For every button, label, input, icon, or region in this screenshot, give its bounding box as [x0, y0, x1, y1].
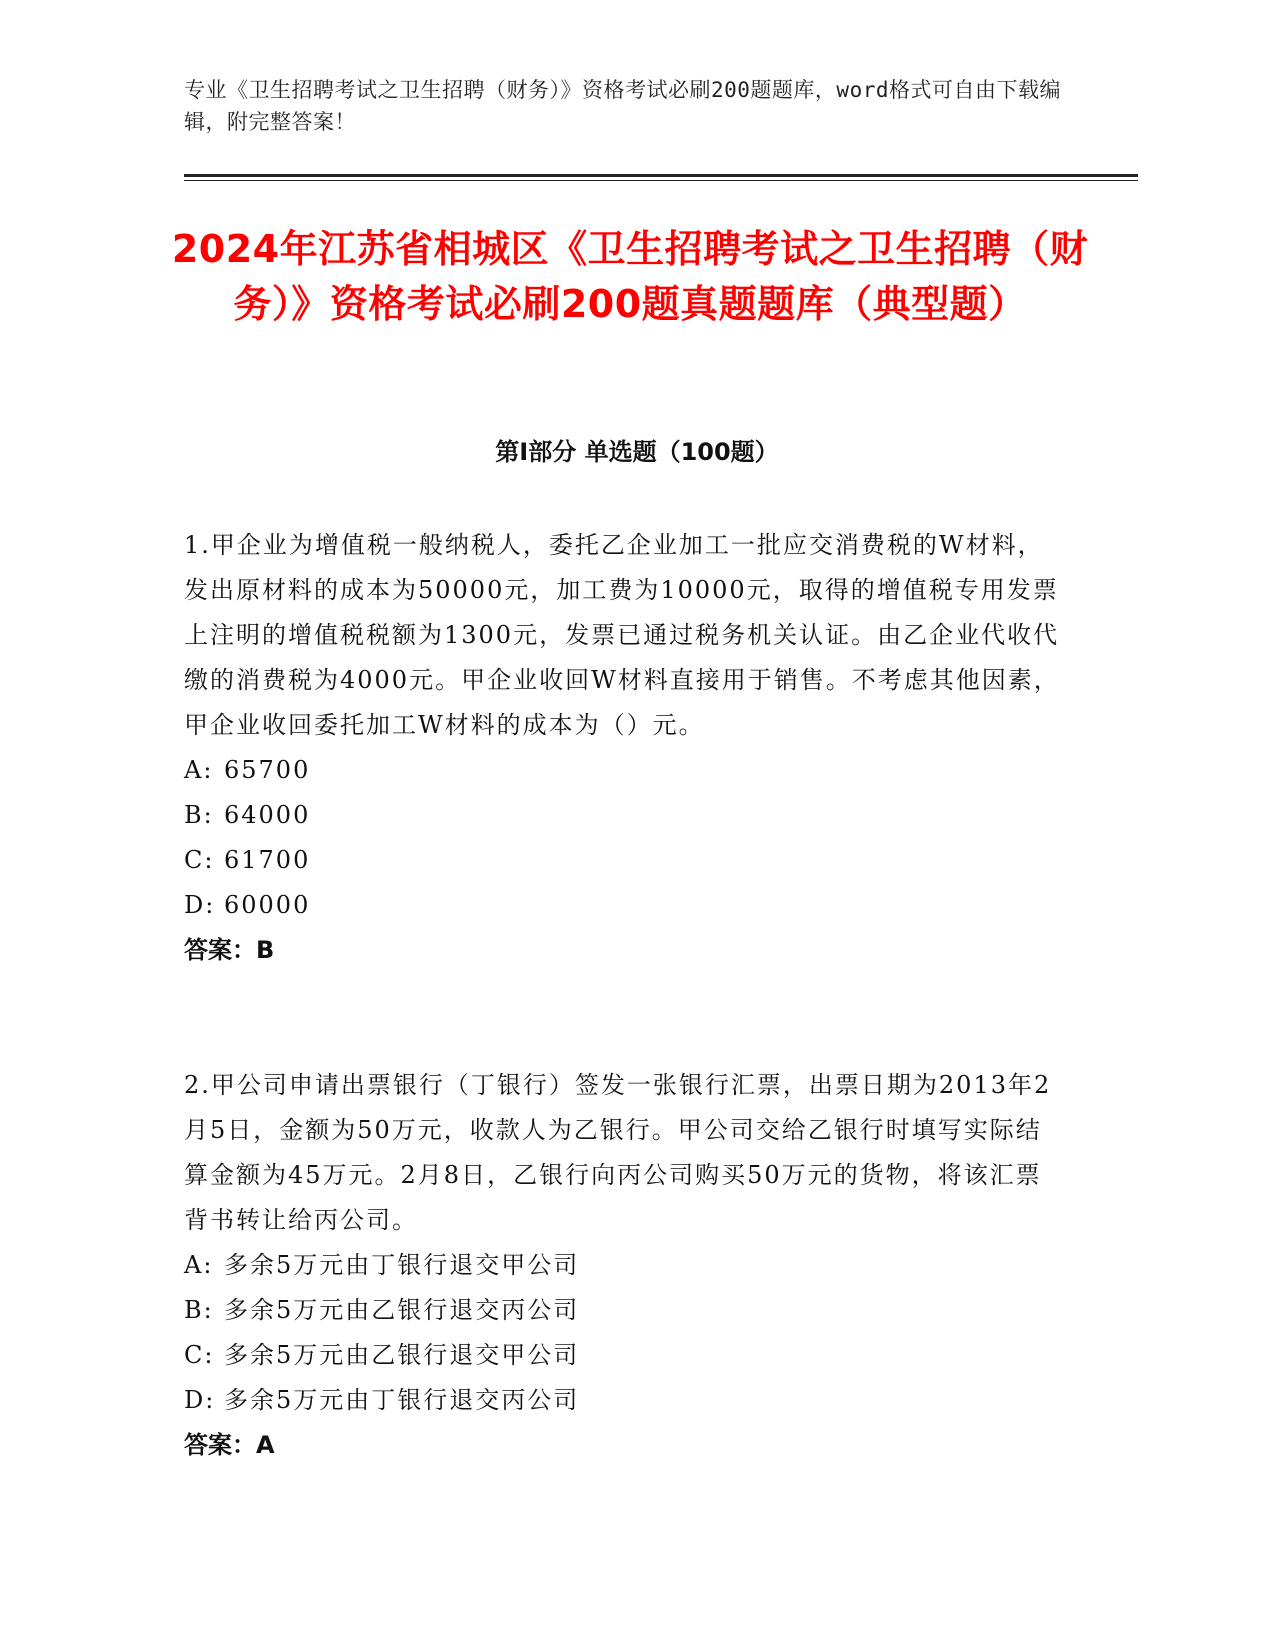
question-1 — [184, 523, 1064, 973]
option-key: D: — [184, 1386, 216, 1414]
option-key: C: — [184, 1341, 215, 1369]
option-key: D: — [184, 891, 216, 919]
answer: 答案：A — [184, 1431, 275, 1459]
option-text: 61700 — [224, 846, 311, 874]
option-d — [184, 1378, 1064, 1423]
option-text: 60000 — [224, 891, 311, 919]
option-text: 多余5万元由乙银行退交丙公司 — [224, 1296, 580, 1324]
option-c — [184, 1333, 1064, 1378]
option-d — [184, 883, 1064, 928]
option-b — [184, 1288, 1064, 1333]
option-text: 64000 — [224, 801, 311, 829]
answer: 答案：B — [184, 936, 275, 964]
option-text: 65700 — [224, 756, 311, 784]
option-key: B: — [184, 1296, 214, 1324]
question-stem: 2.甲公司申请出票银行（丁银行）签发一张银行汇票，出票日期为2013年2月5日，金额为50万元，收款人为乙银行。甲公司交给乙银行时填写实际结算金额为45万元。2月8日，乙银行向丙公司购买50万元的货物，将该汇票背书转让给丙公司。 — [184, 1071, 1052, 1234]
question-2 — [184, 1063, 1064, 1468]
header-note: 专业《卫生招聘考试之卫生招聘（财务）》资格考试必刷200题题库，word格式可自由下载编辑，附完整答案！ — [184, 78, 1061, 134]
header-divider-thick — [184, 174, 1138, 177]
option-key: C: — [184, 846, 215, 874]
option-b — [184, 793, 1064, 838]
option-a — [184, 1243, 1064, 1288]
option-a — [184, 748, 1064, 793]
option-text: 多余5万元由丁银行退交甲公司 — [224, 1251, 580, 1279]
option-c — [184, 838, 1064, 883]
option-key: B: — [184, 801, 214, 829]
question-stem: 1.甲企业为增值税一般纳税人，委托乙企业加工一批应交消费税的W材料，发出原材料的成本为50000元，加工费为10000元，取得的增值税专用发票上注明的增值税税额为1300元，发票已通过税务机关认证。由乙企业代收代缴的消费税为4000元。甲企业收回W材料直接用于销售。不考虑其他因素，甲企业收回委托加工W材料的成本为（）元。 — [184, 531, 1060, 739]
option-key: A: — [184, 1251, 214, 1279]
section-heading: 第Ⅰ部分 单选题（100题） — [495, 438, 779, 466]
document-title: 2024年江苏省相城区《卫生招聘考试之卫生招聘（财务）》资格考试必刷200题真题题库（典型题） — [171, 227, 1089, 326]
option-text: 多余5万元由丁银行退交丙公司 — [224, 1386, 580, 1414]
option-key: A: — [184, 756, 214, 784]
header-divider-thin — [184, 180, 1138, 181]
option-text: 多余5万元由乙银行退交甲公司 — [224, 1341, 580, 1369]
